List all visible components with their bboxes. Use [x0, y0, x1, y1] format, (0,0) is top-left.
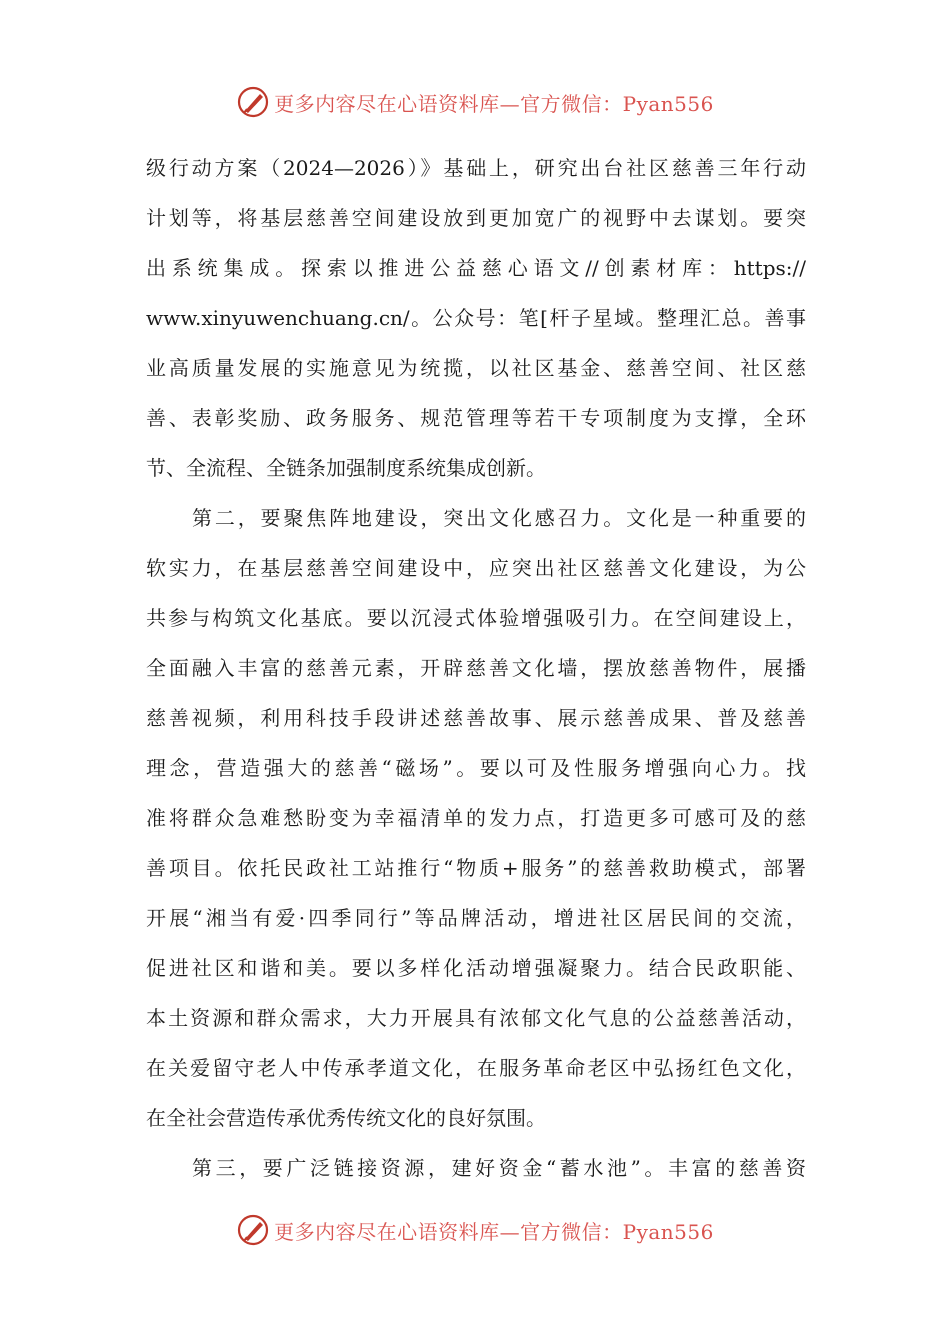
header-banner-text: 更多内容尽在心语资料库—官方微信：Pyan556	[274, 91, 714, 116]
text-line: 开展“湘当有爱·四季同行”等品牌活动，增进社区居民间的交流，	[146, 906, 806, 930]
text-line: 第二，要聚焦阵地建设，突出文化感召力。文化是一种重要的	[192, 506, 806, 530]
text-line: 善项目。依托民政社工站推行“物质+服务”的慈善救助模式，部署	[146, 856, 806, 880]
text-line: 节、全流程、全链条加强制度系统集成创新。	[146, 456, 546, 480]
text-line: 级行动方案（2024—2026）》基础上，研究出台社区慈善三年行动	[146, 156, 806, 180]
text-line: 业高质量发展的实施意见为统揽，以社区基金、慈善空间、社区慈	[146, 356, 806, 380]
text-line: 在全社会营造传承优秀传统文化的良好氛围。	[146, 1106, 546, 1130]
text-line: 出系统集成。探索以推进公益慈心语文//创素材库：https://	[146, 256, 806, 280]
quill-logo-icon	[236, 85, 270, 119]
text-line: 准将群众急难愁盼变为幸福清单的发力点，打造更多可感可及的慈	[146, 806, 806, 830]
text-line: 本土资源和群众需求，大力开展具有浓郁文化气息的公益慈善活动，	[146, 1006, 806, 1030]
text-line: 理念，营造强大的慈善“磁场”。要以可及性服务增强向心力。找	[146, 756, 806, 780]
footer-banner-text: 更多内容尽在心语资料库—官方微信：Pyan556	[274, 1219, 714, 1244]
text-line: 软实力，在基层慈善空间建设中，应突出社区慈善文化建设，为公	[146, 556, 806, 580]
quill-logo-icon	[236, 1213, 270, 1247]
document-body	[146, 150, 806, 1200]
paragraph	[146, 150, 806, 500]
paragraph	[146, 1150, 806, 1200]
text-line: 第三，要广泛链接资源，建好资金“蓄水池”。丰富的慈善资	[192, 1156, 806, 1180]
text-line: www.xinyuwenchuang.cn/。公众号：笔[杆子星域。整理汇总。善事	[146, 306, 806, 330]
header-banner	[0, 82, 950, 122]
footer-banner	[0, 1210, 950, 1250]
paragraph	[146, 500, 806, 1150]
text-line: 计划等，将基层慈善空间建设放到更加宽广的视野中去谋划。要突	[146, 206, 806, 230]
text-line: 促进社区和谐和美。要以多样化活动增强凝聚力。结合民政职能、	[146, 956, 806, 980]
text-line: 善、表彰奖励、政务服务、规范管理等若干专项制度为支撑，全环	[146, 406, 806, 430]
text-line: 共参与构筑文化基底。要以沉浸式体验增强吸引力。在空间建设上，	[146, 606, 806, 630]
text-line: 慈善视频，利用科技手段讲述慈善故事、展示慈善成果、普及慈善	[146, 706, 806, 730]
text-line: 全面融入丰富的慈善元素，开辟慈善文化墙，摆放慈善物件，展播	[146, 656, 806, 680]
text-line: 在关爱留守老人中传承孝道文化，在服务革命老区中弘扬红色文化，	[146, 1056, 806, 1080]
